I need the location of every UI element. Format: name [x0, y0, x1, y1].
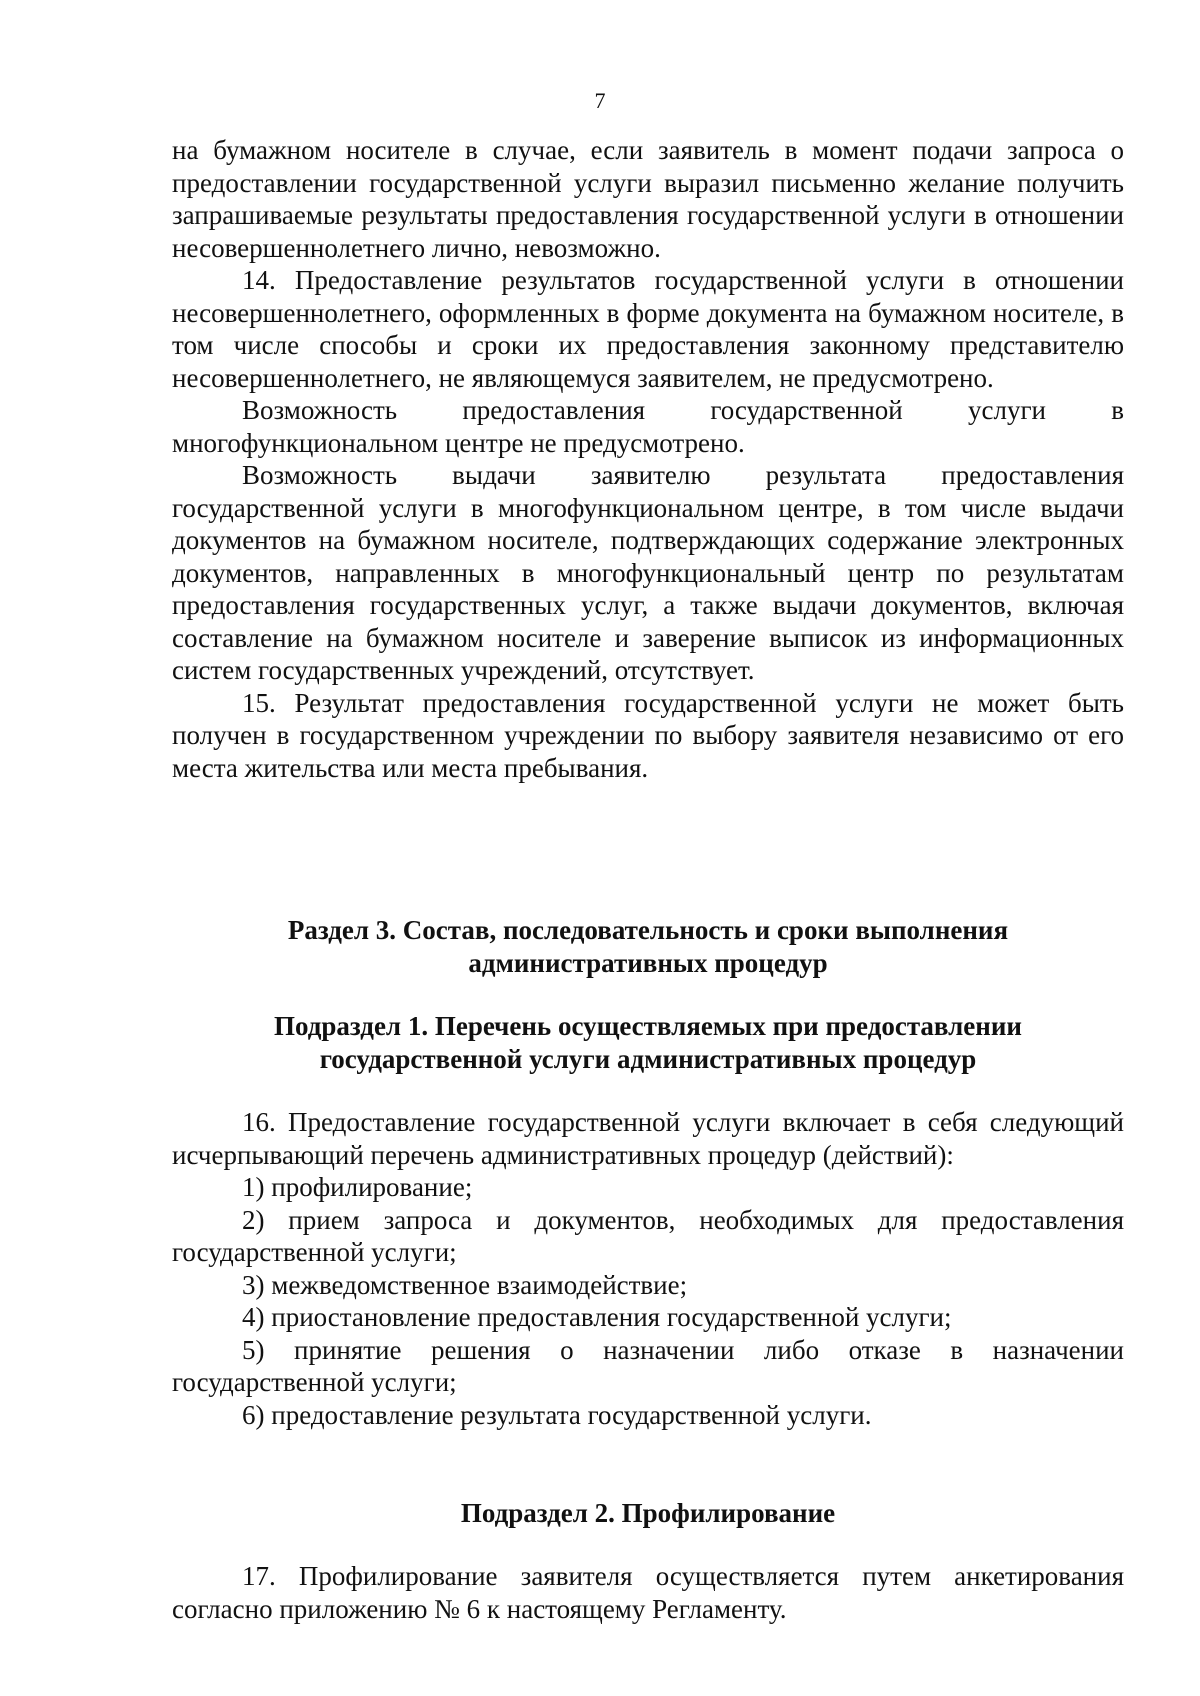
paragraph-15: 15. Результат предоставления государственной услуги не может быть получен в государственном учреждении по выбору заявителя независимо от его места жительства или места пребывания.: [172, 687, 1124, 783]
body-block-2: [172, 1106, 1124, 1431]
list-item-1: 1) профилирование;: [242, 1172, 473, 1202]
page-number: 7: [594, 88, 606, 113]
paragraph-14: 14. Предоставление результатов государственной услуги в отношении несовершеннолетнего, оформленных в форме документа на бумажном носителе, в том числе способы и сроки их предоставления законному представителю несовершеннолетнего, не являющемуся заявителем, не предусмотрено.: [172, 265, 1124, 393]
subsection-1-heading: [172, 1010, 1124, 1076]
subsection-1-heading-line-2: государственной услуги административных процедур: [319, 1044, 977, 1074]
body-block-1: [172, 134, 1124, 784]
subsection-2-heading: [172, 1497, 1124, 1530]
subsection-1-heading-line-1: Подраздел 1. Перечень осуществляемых при предоставлении: [274, 1011, 1022, 1041]
section-3-heading: [172, 914, 1124, 980]
list-item-6: 6) предоставление результата государственной услуги.: [242, 1399, 872, 1430]
list-item-5: 5) принятие решения о назначении либо отказе в назначении государственной услуги;: [172, 1334, 1124, 1397]
list-item-2: 2) прием запроса и документов, необходимых для предоставления государственной услуги;: [172, 1204, 1124, 1267]
body-block-3: [172, 1560, 1124, 1625]
paragraph-16: 16. Предоставление государственной услуги включает в себя следующий исчерпывающий перечень административных процедур (действий):: [172, 1107, 1124, 1170]
paragraph-17: 17. Профилирование заявителя осуществляется путем анкетирования согласно приложению № 6 к настоящему Регламенту.: [172, 1561, 1124, 1624]
section-3-heading-line-1: Раздел 3. Состав, последовательность и сроки выполнения: [287, 915, 1009, 945]
paragraph-continuation: на бумажном носителе в случае, если заявитель в момент подачи запроса о предоставлении государственной услуги выразил письменно желание получить запрашиваемые результаты предоставления государственной услуги в отношении несовершеннолетнего лично, невозможно.: [172, 135, 1124, 263]
subsection-2-heading-line-1: Подраздел 2. Профилирование: [460, 1498, 836, 1528]
paragraph-mfc-possibility: Возможность предоставления государственной услуги в многофункциональном центре не предусмотрено.: [172, 395, 1124, 458]
list-item-3: 3) межведомственное взаимодействие;: [242, 1269, 688, 1300]
paragraph-mfc-issuance: Возможность выдачи заявителю результата предоставления государственной услуги в многофункциональном центре, в том числе выдачи документов на бумажном носителе, подтверждающих содержание электронных документов, направленных в многофункциональный центр по результатам предоставления государственных услуг, а также выдачи документов, включая составление на бумажном носителе и заверение выписок из информационных систем государственных учреждений, отсутствует.: [172, 460, 1124, 685]
section-3-heading-line-2: административных процедур: [468, 948, 828, 978]
list-item-4: 4) приостановление предоставления государственной услуги;: [242, 1302, 952, 1332]
